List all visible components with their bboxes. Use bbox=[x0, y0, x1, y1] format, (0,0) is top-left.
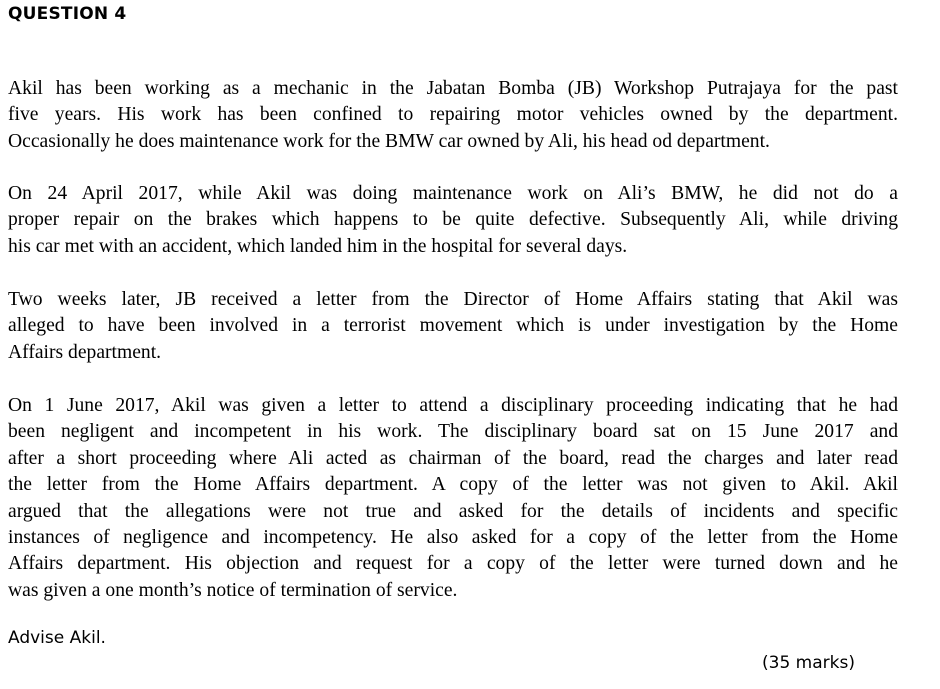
paragraph-line: Akil has been working as a mechanic in the Jabatan Bomba (JB) Workshop Putrajaya for the past bbox=[8, 78, 898, 99]
paragraph-incident bbox=[8, 181, 898, 260]
instruction-text: Advise Akil. bbox=[8, 628, 106, 648]
paragraph-disciplinary-proceeding bbox=[8, 393, 898, 604]
paragraph-line: after a short proceeding where Ali acted as chairman of the board, read the charges and later read bbox=[8, 447, 898, 469]
paragraph-line: been negligent and incompetent in his work. The disciplinary board sat on 15 June 2017 and bbox=[8, 421, 898, 443]
paragraph-line: On 24 April 2017, while Akil was doing maintenance work on Ali’s BMW, he did not do a bbox=[8, 183, 898, 204]
paragraph-line: On 1 June 2017, Akil was given a letter to attend a disciplinary proceeding indicating that he had bbox=[8, 395, 898, 416]
paragraph-line: the letter from the Home Affairs department. A copy of the letter was not given to Akil. Akil bbox=[8, 474, 898, 496]
paragraph-line: his car met with an accident, which landed him in the hospital for several days. bbox=[8, 235, 628, 257]
paragraph-line: argued that the allegations were not true and asked for the details of incidents and specific bbox=[8, 500, 898, 522]
paragraph-line: Two weeks later, JB received a letter from the Director of Home Affairs stating that Akil was bbox=[8, 289, 898, 310]
marks-label: (35 marks) bbox=[762, 653, 855, 673]
paragraph-line: Affairs department. bbox=[8, 341, 162, 363]
paragraph-line: instances of negligence and incompetency. He also asked for a copy of the letter from the Home bbox=[8, 527, 898, 549]
paragraph-home-affairs-letter bbox=[8, 287, 898, 366]
paragraph-line: Occasionally he does maintenance work for the BMW car owned by Ali, his head od department. bbox=[8, 130, 770, 152]
paragraph-background bbox=[8, 76, 898, 155]
paragraph-line: proper repair on the brakes which happens to be quite defective. Subsequently Ali, while driving bbox=[8, 209, 898, 231]
paragraph-line: was given a one month’s notice of termination of service. bbox=[8, 579, 458, 601]
paragraph-line: five years. His work has been confined to repairing motor vehicles owned by the department. bbox=[8, 104, 898, 126]
question-title: QUESTION 4 bbox=[8, 4, 127, 24]
paragraph-line: alleged to have been involved in a terrorist movement which is under investigation by the Home bbox=[8, 315, 898, 337]
paragraph-line: Affairs department. His objection and request for a copy of the letter were turned down and he bbox=[8, 553, 898, 575]
